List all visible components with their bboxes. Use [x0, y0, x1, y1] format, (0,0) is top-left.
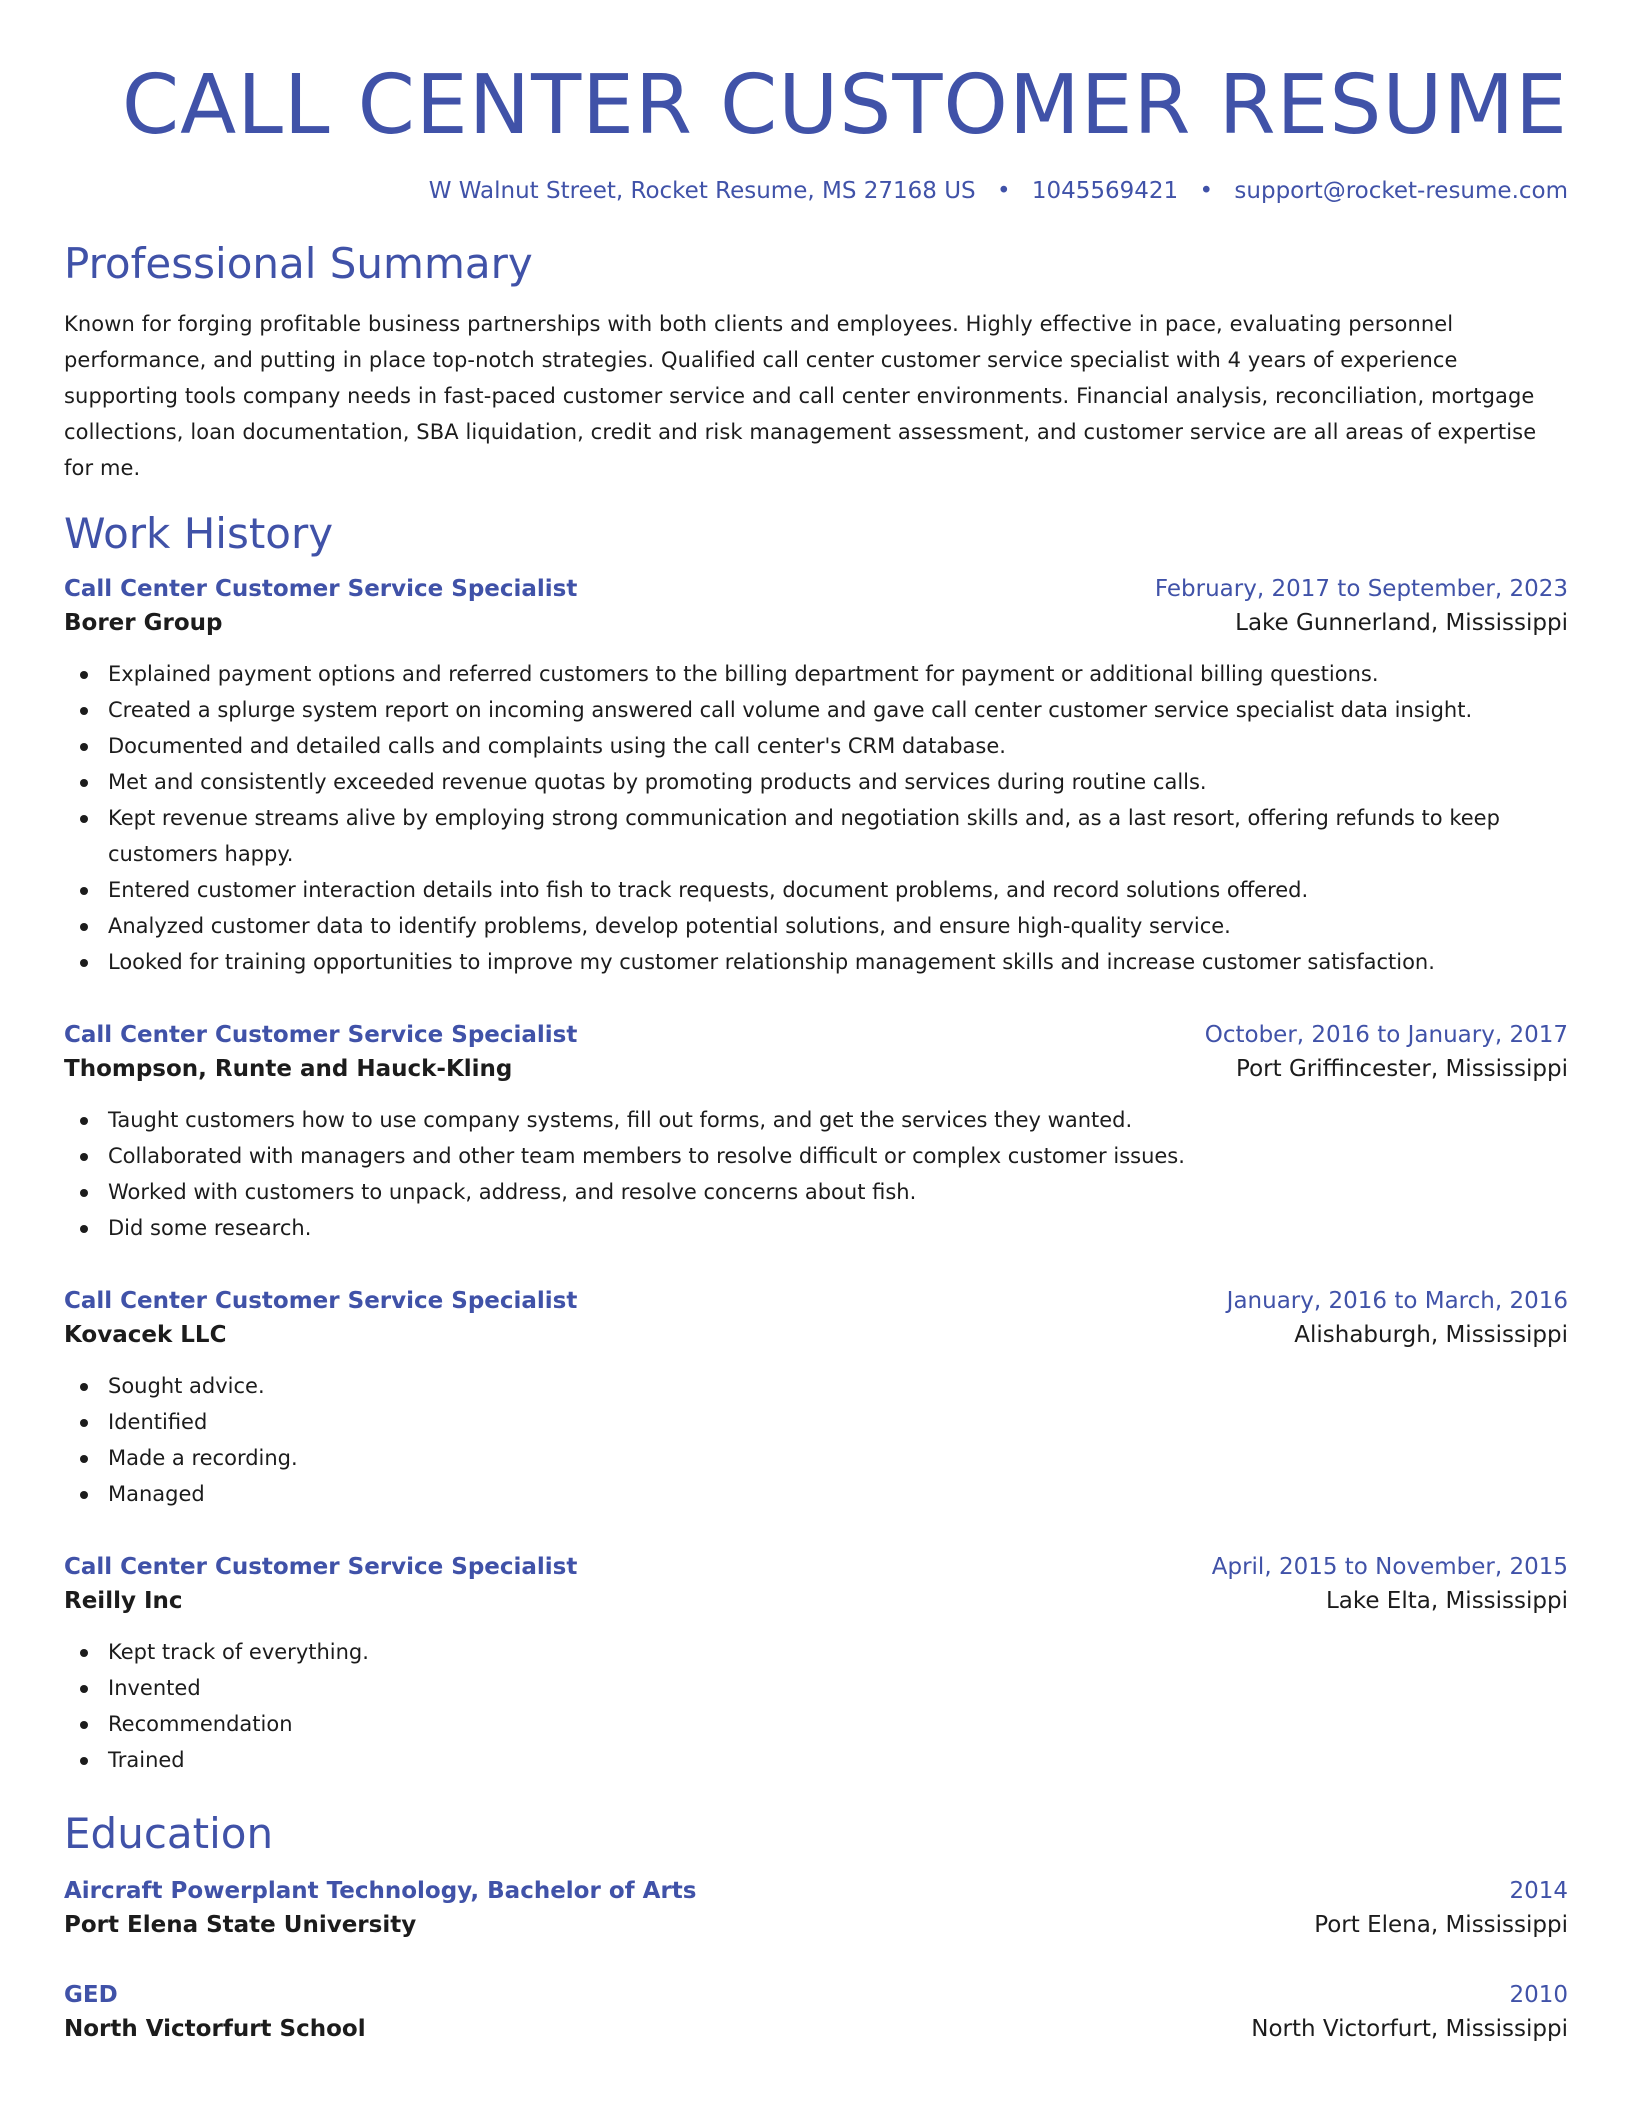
resume-title: CALL CENTER CUSTOMER RESUME — [121, 58, 1568, 153]
contact-separator: • — [1199, 178, 1214, 204]
job-bullet: Explained payment options and referred customers to the billing department for payment or additional billing questions. — [64, 656, 1568, 692]
education-heading: Education — [64, 1809, 274, 1858]
job-bullet: Worked with customers to unpack, address, and resolve concerns about fish. — [64, 1174, 1568, 1210]
job-bullet: Entered customer interaction details into fish to track requests, document problems, and record solutions offered. — [64, 872, 1568, 908]
job-bullet: Managed — [64, 1476, 1568, 1512]
contact-line — [64, 174, 1568, 208]
job-entry — [64, 1550, 1568, 1778]
job-entry — [64, 572, 1568, 980]
job-bullet: Looked for training opportunities to improve my customer relationship management skills and increase customer satisfaction. — [64, 944, 1568, 980]
education-entry — [64, 1874, 1568, 1942]
job-bullet: Documented and detailed calls and complaints using the call center's CRM database. — [64, 728, 1568, 764]
job-location: Alishaburgh, Mississippi — [1294, 1322, 1568, 1348]
contact-phone: 1045569421 — [1031, 178, 1179, 204]
job-bullet: Kept track of everything. — [64, 1634, 1568, 1670]
job-title: Call Center Customer Service Specialist — [64, 1554, 578, 1580]
job-entry — [64, 1284, 1568, 1512]
job-title: Call Center Customer Service Specialist — [64, 576, 578, 602]
degree-title: GED — [64, 1982, 118, 2008]
summary-text: Known for forging profitable business partnerships with both clients and employees. Highly effective in pace, evaluating personnel performance, and putting in place top-notch strategies. Qualified call center customer service specialist with 4 years of experience supporting tools company needs in fast-paced customer service and call center environments. Financial analysis, reconciliation, mortgage collections, loan documentation, SBA liquidation, credit and risk management assessment, and customer service are all areas of expertise for me. — [64, 312, 1537, 480]
job-bullets — [64, 1102, 1568, 1246]
job-entry — [64, 1018, 1568, 1246]
job-bullet: Made a recording. — [64, 1440, 1568, 1476]
company-name: Reilly Inc — [64, 1588, 183, 1614]
education-year: 2014 — [1509, 1878, 1568, 1904]
summary-heading: Professional Summary — [64, 239, 533, 288]
job-bullet: Collaborated with managers and other team members to resolve difficult or complex customer issues. — [64, 1138, 1568, 1174]
contact-email: support@rocket-resume.com — [1234, 178, 1568, 204]
education-entry — [64, 1978, 1568, 2046]
resume-page — [64, 0, 1568, 2046]
job-bullet: Invented — [64, 1670, 1568, 1706]
job-bullet: Identified — [64, 1404, 1568, 1440]
degree-title: Aircraft Powerplant Technology, Bachelor of Arts — [64, 1878, 697, 1904]
work-history-heading: Work History — [64, 509, 334, 558]
job-dates: October, 2016 to January, 2017 — [1204, 1022, 1568, 1048]
education-year: 2010 — [1509, 1982, 1568, 2008]
school-name: North Victorfurt School — [64, 2016, 366, 2042]
job-bullet: Created a splurge system report on incoming answered call volume and gave call center customer service specialist data insight. — [64, 692, 1568, 728]
job-location: Port Griffincester, Mississippi — [1236, 1056, 1568, 1082]
contact-address: W Walnut Street, Rocket Resume, MS 27168 US — [428, 178, 976, 204]
school-location: Port Elena, Mississippi — [1314, 1912, 1568, 1938]
job-bullet: Met and consistently exceeded revenue quotas by promoting products and services during routine calls. — [64, 764, 1568, 800]
job-bullet: Recommendation — [64, 1706, 1568, 1742]
job-bullet: Taught customers how to use company systems, fill out forms, and get the services they wanted. — [64, 1102, 1568, 1138]
job-bullet: Did some research. — [64, 1210, 1568, 1246]
job-bullets — [64, 1368, 1568, 1512]
contact-separator: • — [996, 178, 1011, 204]
job-bullets — [64, 656, 1568, 980]
company-name: Borer Group — [64, 610, 223, 636]
company-name: Kovacek LLC — [64, 1322, 227, 1348]
company-name: Thompson, Runte and Hauck-Kling — [64, 1056, 513, 1082]
job-dates: April, 2015 to November, 2015 — [1211, 1554, 1568, 1580]
job-dates: January, 2016 to March, 2016 — [1226, 1288, 1568, 1314]
job-dates: February, 2017 to September, 2023 — [1154, 576, 1568, 602]
job-bullet: Sought advice. — [64, 1368, 1568, 1404]
job-title: Call Center Customer Service Specialist — [64, 1288, 578, 1314]
job-location: Lake Gunnerland, Mississippi — [1235, 610, 1568, 636]
job-bullet: Kept revenue streams alive by employing strong communication and negotiation skills and, as a last resort, offering refunds to keep customers happy. — [64, 800, 1568, 872]
job-bullet: Analyzed customer data to identify problems, develop potential solutions, and ensure high-quality service. — [64, 908, 1568, 944]
job-location: Lake Elta, Mississippi — [1325, 1588, 1568, 1614]
job-bullets — [64, 1634, 1568, 1778]
school-location: North Victorfurt, Mississippi — [1251, 2016, 1568, 2042]
school-name: Port Elena State University — [64, 1912, 417, 1938]
job-title: Call Center Customer Service Specialist — [64, 1022, 578, 1048]
job-bullet: Trained — [64, 1742, 1568, 1778]
